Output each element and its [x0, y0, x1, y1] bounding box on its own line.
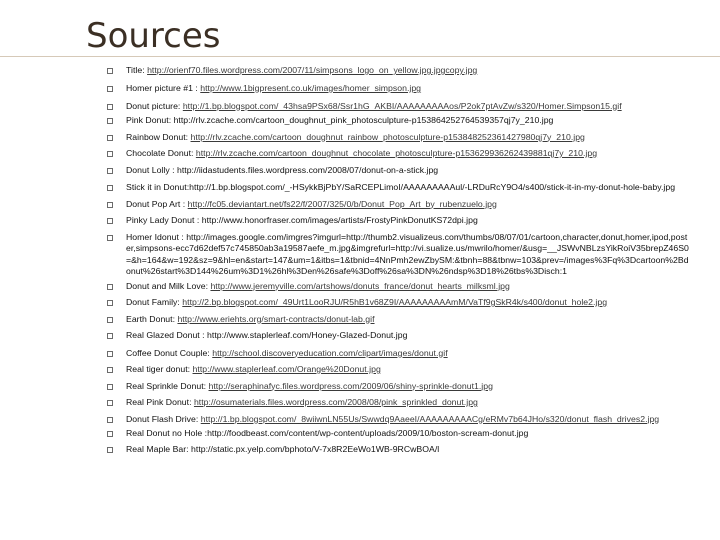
- source-label: Chocolate Donut:: [126, 148, 196, 158]
- source-text: [126, 444, 690, 456]
- source-label: Donut Pop Art :: [126, 198, 188, 209]
- source-link[interactable]: http://2.bp.blogspot.com/_49Urt1LooRJU/R5hB1v68Z9I/AAAAAAAAAmM/VaTf9gSkR4k/s400/donut_hole2.jpg: [182, 297, 608, 307]
- source-link[interactable]: http://www.jeremyville.com/artshows/donuts_france/donut_hearts_milksml.jpg: [210, 280, 510, 291]
- source-item: [106, 397, 690, 409]
- square-bullet-icon: [107, 351, 113, 357]
- source-text: [126, 132, 690, 144]
- square-bullet-icon: [107, 417, 113, 423]
- source-text: [126, 314, 690, 326]
- square-bullet-icon: [107, 447, 113, 453]
- square-bullet-icon: [107, 118, 113, 124]
- source-label: Stick it in Donut:: [126, 182, 190, 192]
- square-bullet-icon: [107, 284, 113, 290]
- source-item: [106, 182, 690, 194]
- source-label: Pink Donut:: [126, 115, 174, 125]
- source-label: Real Donut no Hole :: [126, 428, 208, 438]
- source-label: Homer Idonut :: [126, 231, 187, 242]
- source-label: Real Maple Bar:: [126, 443, 192, 454]
- source-text: [126, 165, 690, 177]
- source-url: http://static.px.yelp.com/bphoto/V-7x8R2EeWo1WB-9RCwBOA/l: [191, 443, 440, 454]
- source-item: [106, 101, 690, 113]
- source-text: [126, 364, 690, 376]
- source-link[interactable]: http://rlv.zcache.com/cartoon_doughnut_rainbow_photosculpture-p153848252361427980qj7y_210.jpg: [190, 131, 585, 142]
- source-text: [126, 397, 690, 409]
- source-item: [106, 364, 690, 376]
- source-url: http://1.bp.blogspot.com/_-HSykkBjPbY/SaRCEPLimoI/AAAAAAAAAul/-LRDuRcY9O4/s400/stick-it-in-my-donut-hole-baby.jpg: [189, 182, 676, 192]
- square-bullet-icon: [107, 68, 113, 74]
- square-bullet-icon: [107, 168, 113, 174]
- source-link[interactable]: http://www.1bigpresent.co.uk/images/homer_simpson.jpg: [200, 83, 422, 93]
- source-text: [126, 297, 690, 309]
- square-bullet-icon: [107, 235, 113, 241]
- source-link[interactable]: http://seraphinafyc.files.wordpress.com/2009/06/shiny-sprinkle-donut1.jpg: [208, 380, 493, 391]
- source-text: [126, 330, 690, 342]
- square-bullet-icon: [107, 367, 113, 373]
- source-text: [126, 83, 690, 95]
- source-item: [106, 132, 690, 144]
- source-url: http://rlv.zcache.com/cartoon_doughnut_pink_photosculpture-p153864252764539357qj7y_210.jpg: [173, 115, 554, 125]
- source-item: [106, 381, 690, 393]
- source-text: [126, 281, 690, 293]
- source-text: [126, 182, 690, 194]
- square-bullet-icon: [107, 300, 113, 306]
- square-bullet-icon: [107, 185, 113, 191]
- source-link[interactable]: http://rlv.zcache.com/cartoon_doughnut_chocolate_photosculpture-p153629936262439881qj7y_210.jpg: [195, 148, 598, 158]
- source-item: [106, 165, 690, 177]
- source-item: [106, 232, 690, 278]
- source-item: [106, 297, 690, 309]
- source-link[interactable]: http://osumaterials.files.wordpress.com/2008/08/pink_sprinkled_donut.jpg: [193, 397, 478, 407]
- source-url: http://iidastudents.files.wordpress.com/2008/07/donut-on-a-stick.jpg: [176, 164, 439, 175]
- source-label: Donut Family:: [126, 297, 183, 307]
- source-link[interactable]: http://1.bp.blogspot.com/_43hsa9PSx68/Ssr1hG_AKBI/AAAAAAAAAos/P2ok7ptAvZw/s320/Homer.Simpson15.gif: [182, 100, 622, 111]
- source-item: [106, 115, 690, 127]
- sources-list: [106, 60, 690, 455]
- source-label: Real Sprinkle Donut:: [126, 380, 209, 391]
- source-link[interactable]: http://fc05.deviantart.net/fs22/f/2007/325/0/b/Donut_Pop_Art_by_rubenzuelo.jpg: [187, 198, 497, 209]
- source-item: [106, 199, 690, 211]
- source-item: [106, 314, 690, 326]
- source-label: Donut Lolly :: [126, 164, 177, 175]
- source-url: http://foodbeast.com/content/wp-content/uploads/2009/10/boston-scream-donut.jpg: [207, 428, 529, 438]
- source-text: [126, 115, 690, 127]
- source-label: Real Pink Donut:: [126, 397, 194, 407]
- source-label: Donut and Milk Love:: [126, 280, 211, 291]
- source-url: http://www.staplerleaf.com/Honey-Glazed-Donut.jpg: [207, 330, 408, 340]
- source-label: Donut picture:: [126, 100, 183, 111]
- source-text: [126, 428, 690, 440]
- source-label: Coffee Donut Couple:: [126, 347, 213, 358]
- source-item: [106, 215, 690, 227]
- square-bullet-icon: [107, 333, 113, 339]
- source-text: [126, 381, 690, 393]
- source-item: [106, 65, 690, 77]
- slide-title: Sources: [86, 16, 221, 56]
- source-text: [126, 232, 690, 278]
- source-item: [106, 281, 690, 293]
- square-bullet-icon: [107, 384, 113, 390]
- source-link[interactable]: http://school.discoveryeducation.com/clipart/images/donut.gif: [212, 347, 448, 358]
- title-divider: [0, 56, 720, 57]
- square-bullet-icon: [107, 218, 113, 224]
- source-text: [126, 65, 690, 77]
- source-label: Homer picture #1 :: [126, 83, 201, 93]
- source-label: Real Glazed Donut :: [126, 330, 208, 340]
- source-label: Earth Donut:: [126, 313, 178, 324]
- source-item: [106, 428, 690, 440]
- source-item: [106, 444, 690, 456]
- source-link[interactable]: http://1.bp.blogspot.com/_8wiiwnLN55Us/Swwdq9AaeeI/AAAAAAAAACg/eRMv7b64JHo/s320/donut_flash_drives2.jpg: [200, 413, 660, 424]
- source-url: http://images.google.com/imgres?imgurl=http://thumb2.visualizeus.com/thumbs/08/07/01/cartoon,character,donut,homer,ipod,poster,simpsons-ecc7d62def57c745850ab3a19587aefe_m.jpg&imgrefurl=http://vi.sualize.us/mwrilo/homer/&usg=__JSWvNBLzsYikRoiV35brepZ46S0=&h=164&w=192&sz=9&hl=en&start=147&um=1&itbs=1&tbnid=4NnPmh2ewZbySM:&tbnh=88&tbnw=103&prev=/images%3Fq%3Dcartoon%2Bdonut%26start%3D144%26um%3D1%26hl%3Den%26safe%3Doff%26sa%3DN%26ndsp%3D18%26tbs%3Disch:1: [126, 231, 689, 276]
- square-bullet-icon: [107, 86, 113, 92]
- source-link[interactable]: http://www.eriehts.org/smart-contracts/donut-lab.gif: [177, 313, 375, 324]
- square-bullet-icon: [107, 151, 113, 157]
- source-label: Donut Flash Drive:: [126, 413, 201, 424]
- source-link[interactable]: http://orienf70.files.wordpress.com/2007/11/simpsons_logo_on_yellow.jpg.jpgcopy.jpg: [147, 65, 478, 75]
- source-link[interactable]: http://www.staplerleaf.com/Orange%20Donut.jpg: [192, 364, 381, 374]
- source-item: [106, 348, 690, 360]
- source-text: [126, 101, 690, 113]
- square-bullet-icon: [107, 135, 113, 141]
- source-label: Real tiger donut:: [126, 364, 193, 374]
- source-label: Rainbow Donut:: [126, 131, 191, 142]
- source-text: [126, 348, 690, 360]
- source-text: [126, 199, 690, 211]
- square-bullet-icon: [107, 431, 113, 437]
- source-text: [126, 215, 690, 227]
- square-bullet-icon: [107, 317, 113, 323]
- source-url: http://www.honorfraser.com/images/artists/FrostyPinkDonutKS72dpi.jpg: [201, 215, 478, 225]
- square-bullet-icon: [107, 400, 113, 406]
- source-item: [106, 83, 690, 95]
- square-bullet-icon: [107, 202, 113, 208]
- source-text: [126, 148, 690, 160]
- square-bullet-icon: [107, 104, 113, 110]
- source-item: [106, 330, 690, 342]
- source-item: [106, 414, 690, 426]
- source-label: Pinky Lady Donut :: [126, 215, 202, 225]
- source-text: [126, 414, 690, 426]
- source-item: [106, 148, 690, 160]
- source-label: Title:: [126, 65, 148, 75]
